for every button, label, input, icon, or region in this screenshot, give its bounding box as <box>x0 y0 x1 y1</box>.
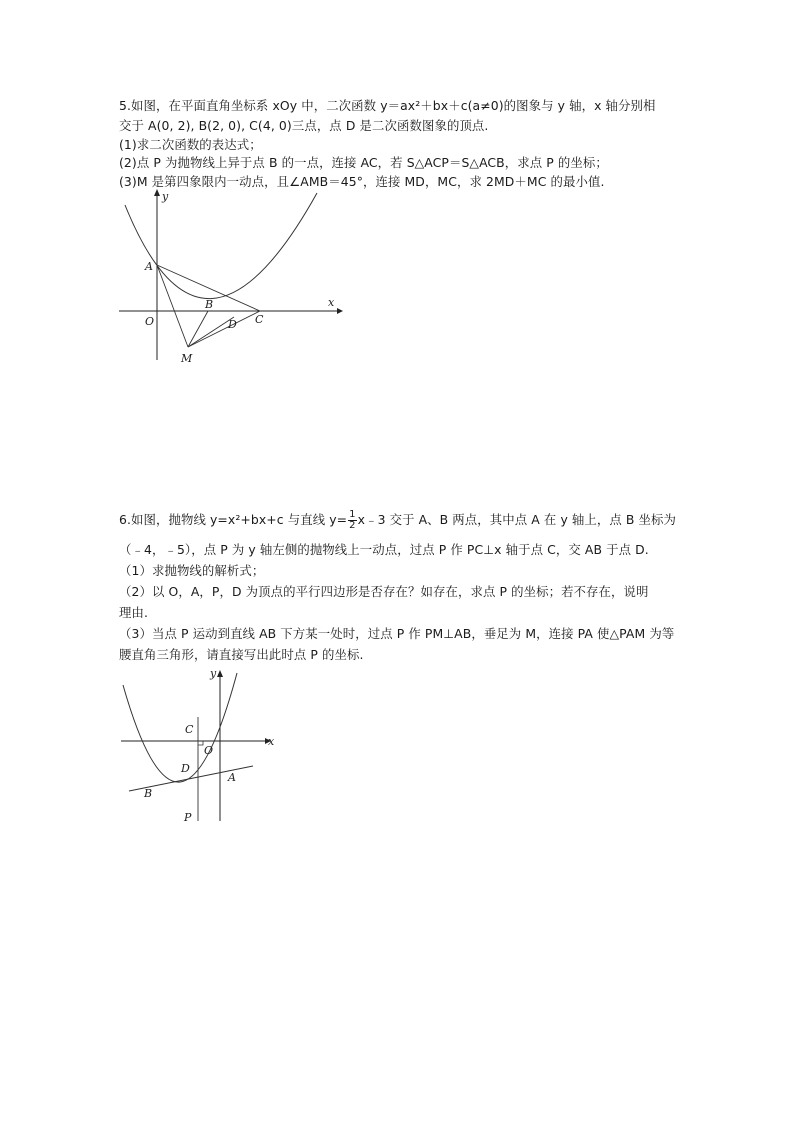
p6-line-3: （1）求抛物线的解析式； <box>119 563 265 578</box>
p6-right-angle <box>198 741 203 745</box>
p5-label-O: O <box>145 315 155 328</box>
p6-line-1-pre: 6.如图，抛物线 y=x²+bx+c 与直线 y= <box>119 512 348 527</box>
p5-parabola <box>125 193 317 299</box>
p6-line-2: （﹣4，﹣5），点 P 为 y 轴左侧的抛物线上一动点，过点 P 作 PC⊥x 轴于点 C，交 AB 于点 D. <box>119 542 649 557</box>
p6-label-D: D <box>181 762 190 775</box>
p5-line-MC <box>188 311 260 347</box>
p5-label-D: D <box>228 318 237 331</box>
p5-x-arrow <box>337 308 343 314</box>
p5-line-AM <box>157 265 188 347</box>
p6-label-B: B <box>144 787 153 800</box>
p5-label-B: B <box>205 298 214 311</box>
p6-label-A: A <box>228 771 236 784</box>
p5-line-4: (2)点 P 为抛物线上异于点 B 的一点，连接 AC，若 S△ACP＝S△ACB，求点 P 的坐标； <box>119 155 608 170</box>
p6-line-7: 腰直角三角形，请直接写出此时点 P 的坐标. <box>119 647 364 662</box>
p6-fraction <box>348 510 356 531</box>
p6-label-O: O <box>204 744 214 757</box>
p6-line-5: 理由. <box>119 605 149 620</box>
p6-label-C: C <box>185 723 194 736</box>
p6-line-1 <box>119 510 676 531</box>
p5-label-A: A <box>145 260 153 273</box>
p6-line-1-post: x﹣3 交于 A、B 两点，其中点 A 在 y 轴上，点 B 坐标为 <box>357 512 677 527</box>
p5-line-1: 5.如图，在平面直角坐标系 xOy 中，二次函数 y＝ax²＋bx＋c(a≠0)的图象与 y 轴，x 轴分别相 <box>119 98 656 113</box>
p5-label-y: y <box>162 190 169 203</box>
p6-label-y: y <box>210 667 217 680</box>
p6-line-4: （2）以 O，A，P，D 为顶点的平行四边形是否存在？如存在，求点 P 的坐标；若不存在，说明 <box>119 584 649 599</box>
p5-line-3: (1)求二次函数的表达式； <box>119 137 262 152</box>
p6-figure <box>115 665 285 825</box>
p5-figure <box>115 188 345 368</box>
p6-y-arrow <box>217 670 223 677</box>
p5-line-5: (3)M 是第四象限内一动点，且∠AMB＝45°，连接 MD，MC，求 2MD＋MC 的最小值. <box>119 174 605 189</box>
p6-label-P: P <box>184 811 192 824</box>
p5-label-x: x <box>328 296 335 309</box>
p5-y-arrow <box>154 189 160 196</box>
p6-frac-num: 1 <box>349 509 356 520</box>
p6-frac-den: 2 <box>349 520 356 531</box>
p5-label-C: C <box>255 313 264 326</box>
p5-label-M: M <box>181 352 193 365</box>
p6-label-x: x <box>268 735 275 748</box>
p6-line-6: （3）当点 P 运动到直线 AB 下方某一处时，过点 P 作 PM⊥AB，垂足为 M，连接 PA 使△PAM 为等 <box>119 626 675 641</box>
p5-line-2: 交于 A(0, 2), B(2, 0), C(4, 0)三点，点 D 是二次函数图象的顶点. <box>119 118 489 133</box>
